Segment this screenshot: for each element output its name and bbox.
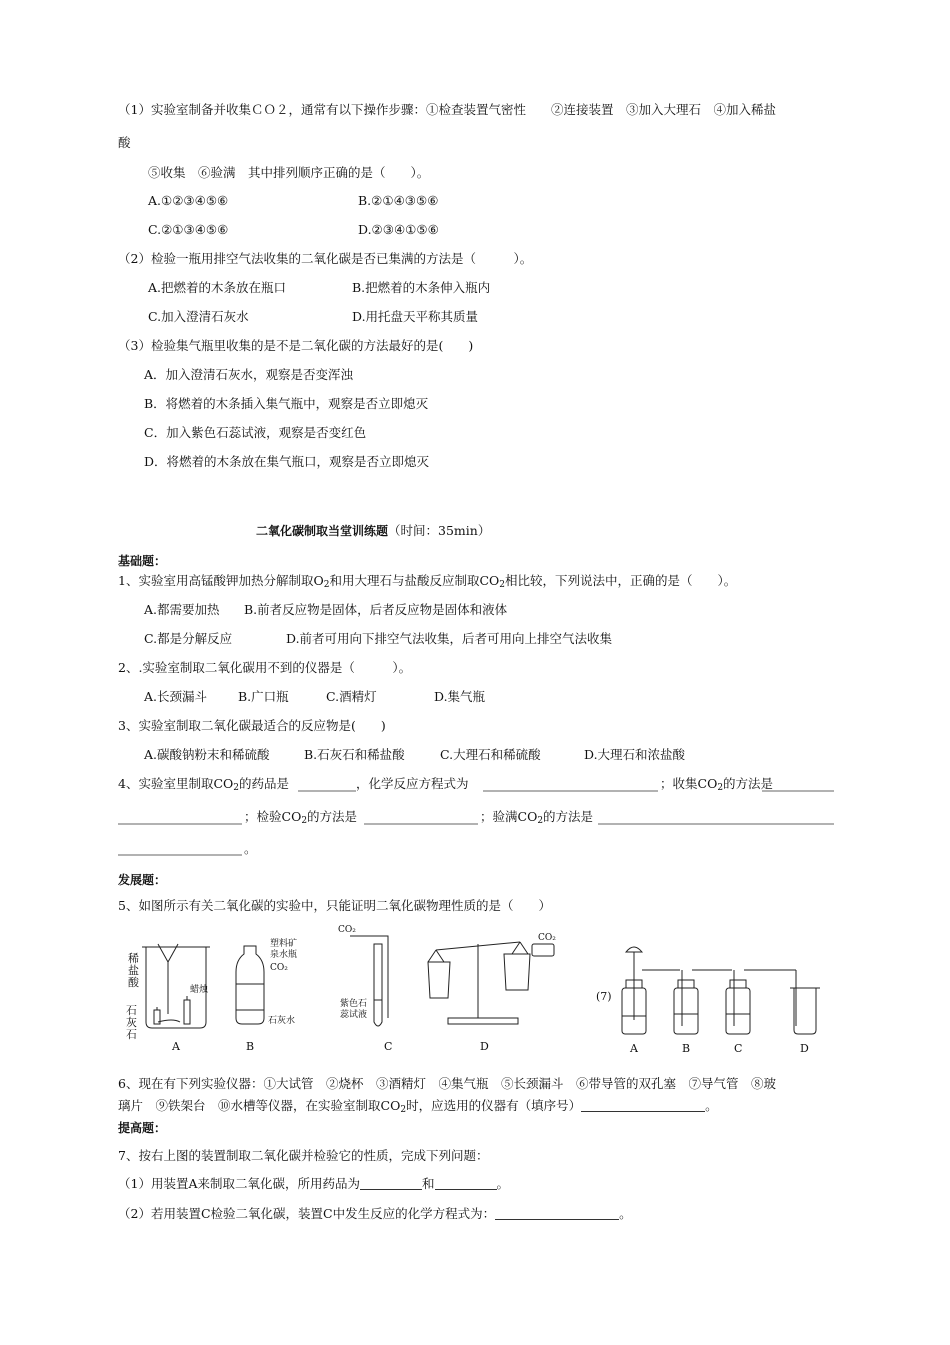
adv-q7-2: （2）若用装置C检验二氧化碳，装置C中发生反应的化学方程式为： 。 xyxy=(118,1206,632,1221)
basic-q3-stem: 3、实验室制取二氧化碳最适合的反应物是( ) xyxy=(118,718,386,733)
basic-q4-equation-label: ，化学反应方程式为 xyxy=(356,776,469,791)
basic-q1-stem: 1、实验室用高锰酸钾加热分解制取$O_2$和用大理石与盐酸反应制取$CO_2$相比较，下列说法中，正确的是（ ）。 xyxy=(118,573,737,590)
caption-7a: A xyxy=(630,1042,638,1055)
label-a-6: 石 xyxy=(126,1028,137,1041)
answer-blank-lines xyxy=(0,780,950,870)
basic-q4-test-label: ；检验$CO_2$的方法是 xyxy=(244,809,358,826)
label-bottle-2: 泉水瓶 xyxy=(270,950,298,960)
q1-line2: 酸 xyxy=(118,135,131,150)
apparatus-b-bottle xyxy=(236,946,264,1024)
label-limewater: 石灰水 xyxy=(268,1016,296,1026)
q6-line1: 6、现在有下列实验仪器：①大试管 ②烧杯 ③酒精灯 ④集气瓶 ⑤长颈漏斗 ⑥带导管的双孔塞 ⑦导气管 ⑧玻 xyxy=(118,1076,776,1091)
q2-option-d: D.用托盘天平称其质量 xyxy=(352,309,479,324)
q1-option-d: D.②③④①⑤⑥ xyxy=(358,222,439,237)
experiment-figure-right xyxy=(596,940,836,1060)
title-main: 二氧化碳制取当堂训练题 xyxy=(256,524,389,538)
q3-option-c: C．加入紫色石蕊试液，观察是否变红色 xyxy=(144,425,367,440)
label-co2-d: CO₂ xyxy=(538,933,556,943)
basic-q3-option-d: D.大理石和浓盐酸 xyxy=(584,747,686,762)
apparatus-7b-bottle xyxy=(674,970,698,1034)
basic-q2-option-a: A.长颈漏斗 xyxy=(144,689,208,704)
experiment-figure-left xyxy=(118,922,588,1062)
q3-option-a: A．加入澄清石灰水，观察是否变浑浊 xyxy=(144,367,354,382)
basic-q2-option-d: D.集气瓶 xyxy=(434,689,486,704)
basic-q2-option-c: C.酒精灯 xyxy=(326,689,377,704)
caption-7b: B xyxy=(682,1042,691,1055)
apparatus-d-balance xyxy=(428,942,554,1024)
label-co2-c: CO₂ xyxy=(338,925,356,935)
basic-q1-option-a: A.都需要加热 xyxy=(144,602,220,617)
caption-c: C xyxy=(384,1040,393,1053)
label-litmus-1: 紫色石 xyxy=(340,999,368,1009)
apparatus-7d-bottle xyxy=(790,970,820,1034)
q2-stem: （2）检验一瓶用排空气法收集的二氧化碳是否已集满的方法是（ ）。 xyxy=(118,251,533,266)
q3-option-d: D．将燃着的木条放在集气瓶口，观察是否立即熄灭 xyxy=(144,454,430,469)
label-a-1: 稀 xyxy=(128,952,139,965)
basic-q1-option-b: B.前者反应物是固体，后者反应物是固体和液体 xyxy=(244,602,508,617)
section-basic: 基础题： xyxy=(118,554,167,568)
q1-line3: ⑤收集 ⑥验满 其中排列顺序正确的是（ ）。 xyxy=(148,165,430,180)
label-a-4: 石 xyxy=(126,1004,137,1017)
basic-q2-stem: 2、.实验室制取二氧化碳用不到的仪器是（ ）。 xyxy=(118,660,412,675)
basic-q3-option-b: B.石灰石和稀盐酸 xyxy=(304,747,405,762)
page-title xyxy=(256,523,490,539)
q2-option-a: A.把燃着的木条放在瓶口 xyxy=(148,280,287,295)
label-a-3: 酸 xyxy=(128,976,139,989)
figure-number: (7) xyxy=(596,990,612,1003)
basic-q2-option-b: B.广口瓶 xyxy=(238,689,289,704)
q2-option-c: C.加入澄清石灰水 xyxy=(148,309,249,324)
section-advanced: 提高题： xyxy=(118,1121,167,1135)
basic-q3-option-a: A.碳酸钠粉末和稀硫酸 xyxy=(144,747,270,762)
caption-7c: C xyxy=(734,1042,743,1055)
adv-q7-stem: 7、按右上图的装置制取二氧化碳并检验它的性质，完成下列问题： xyxy=(118,1148,489,1163)
label-bottle-1: 塑料矿 xyxy=(270,939,298,949)
basic-q4-line1: 4、实验室里制取$CO_2$的药品是 xyxy=(118,776,290,793)
apparatus-7a-generator xyxy=(622,947,646,1034)
section-develop: 发展题： xyxy=(118,873,167,887)
q1-line1: （1）实验室制备并收集ＣＯ２，通常有以下操作步骤：①检查装置气密性 ②连接装置 ③加入大理石 ④加入稀盐 xyxy=(118,102,776,117)
basic-q1-option-d: D.前者可用向下排空气法收集，后者可用向上排空气法收集 xyxy=(286,631,613,646)
label-a-5: 灰 xyxy=(126,1016,137,1029)
q3-stem: （3）检验集气瓶里收集的是不是二氧化碳的方法最好的是( ) xyxy=(118,338,474,353)
label-a-2: 盐 xyxy=(128,964,139,977)
apparatus-7c-bottle xyxy=(726,970,750,1034)
label-co2-b: CO₂ xyxy=(270,963,288,973)
develop-q5-stem: 5、如图所示有关二氧化碳的实验中，只能证明二氧化碳物理性质的是（ ） xyxy=(118,898,551,913)
q1-option-a: A.①②③④⑤⑥ xyxy=(148,193,229,208)
q2-option-b: B.把燃着的木条伸入瓶内 xyxy=(352,280,491,295)
label-litmus-2: 蕊试液 xyxy=(340,1010,368,1020)
caption-b: B xyxy=(246,1040,255,1053)
basic-q4-collect-label: ；收集$CO_2$的方法是 xyxy=(660,776,774,793)
basic-q4-full-label: ；验满$CO_2$的方法是 xyxy=(480,809,594,826)
q3-option-b: B．将燃着的木条插入集气瓶中，观察是否立即熄灭 xyxy=(144,396,429,411)
basic-q4-end: 。 xyxy=(244,841,257,856)
q1-option-b: B.②①④③⑤⑥ xyxy=(358,193,439,208)
q6-line2: 璃片 ⑨铁架台 ⑩水槽等仪器，在实验室制取$CO_2$时，应选用的仪器有（填序号） 。 xyxy=(118,1098,718,1115)
basic-q1-option-c: C.都是分解反应 xyxy=(144,631,233,646)
caption-a: A xyxy=(172,1040,180,1053)
title-time: （时间：35min） xyxy=(388,523,491,538)
q1-option-c: C.②①③④⑤⑥ xyxy=(148,222,229,237)
basic-q3-option-c: C.大理石和稀硫酸 xyxy=(440,747,541,762)
caption-d: D xyxy=(480,1040,489,1053)
adv-q7-1: （1）用装置A来制取二氧化碳，所用药品为 和 。 xyxy=(118,1176,510,1191)
label-candle: 蜡烛 xyxy=(190,985,209,995)
caption-7d: D xyxy=(800,1042,809,1055)
